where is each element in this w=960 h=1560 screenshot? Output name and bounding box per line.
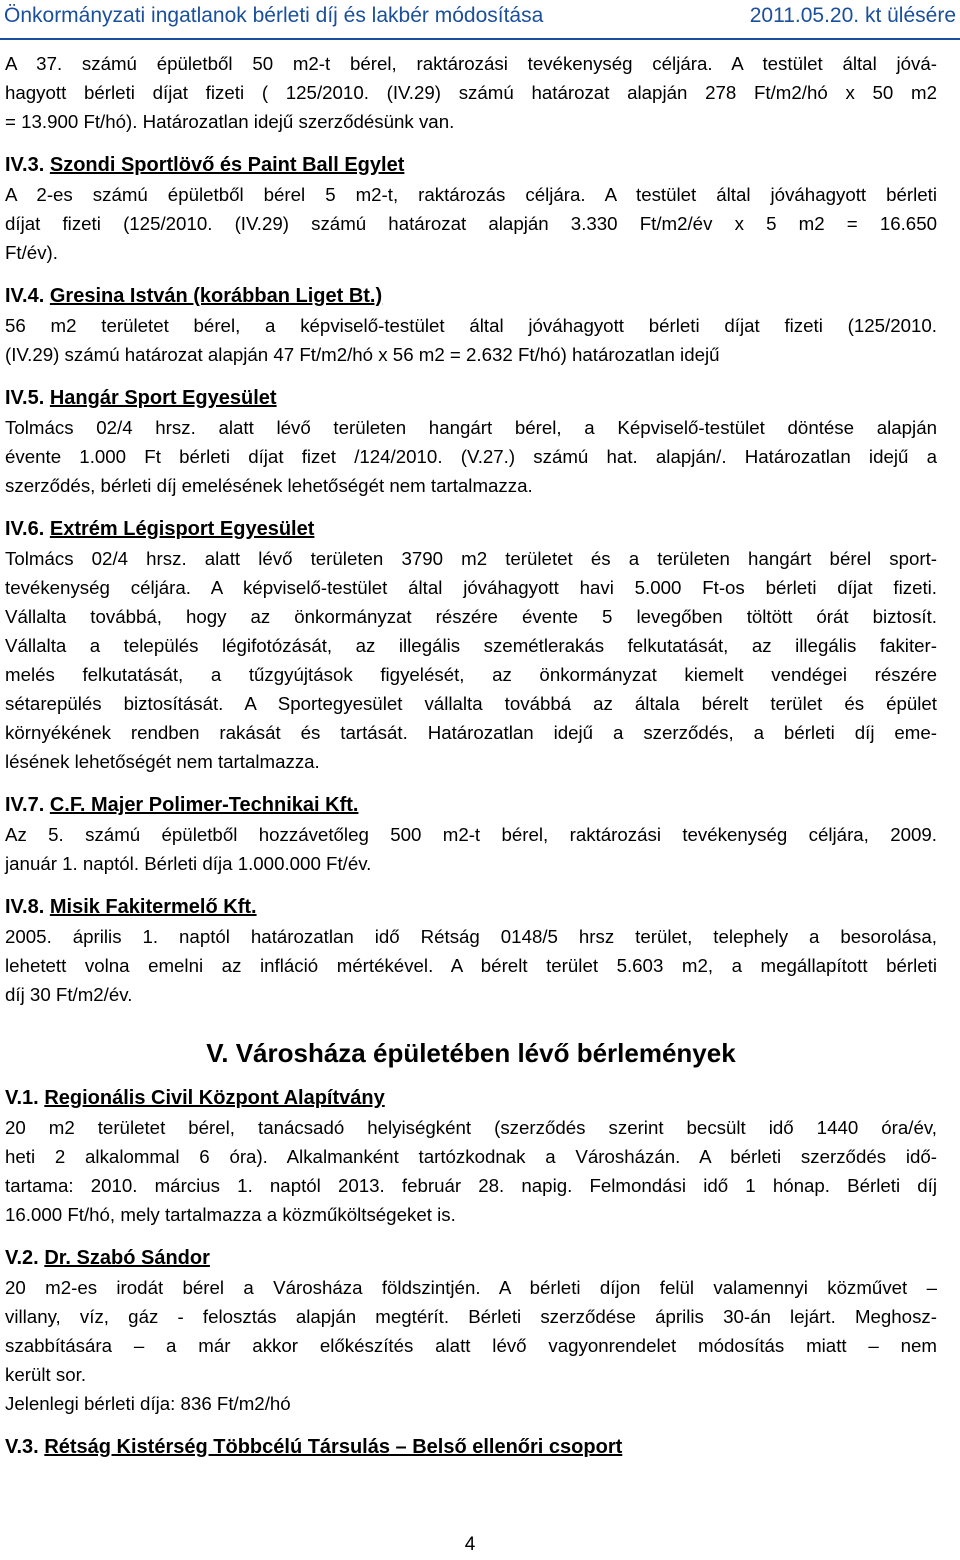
text-line: heti 2 alkalommal 6 óra). Alkalmanként tartózkodnak a Városházán. A bérleti szerződés idő- [5,1146,937,1167]
page-number: 4 [464,1534,476,1555]
section-heading-v1 [5,1083,937,1113]
text-line: szerződés, bérleti díj emelésének lehetőségét nem tartalmazza. [5,475,533,496]
text-line: került sor. [5,1364,87,1385]
text-line: Vállalta a település légifotózását, az illegális szemétlerakás felkutatását, az illegális fakiter- [5,635,937,656]
section-number: IV.8. [5,896,45,918]
text-line: = 13.900 Ft/hó). Határozatlan idejű szerződésünk van. [5,111,455,132]
section-paragraph [5,311,937,369]
section-paragraph [5,1273,937,1418]
section-paragraph [5,180,937,267]
section-number: IV.6. [5,518,45,540]
text-line: lehetett volna emelni az infláció mértékével. A bérelt terület 5.603 m2, a megállapított bérleti [5,955,937,976]
section-heading-v3 [5,1432,937,1462]
text-line: villany, víz, gáz - felosztás alapján megtérít. Bérleti szerződése április 30-án lejárt. Meghosz- [5,1306,937,1327]
section-paragraph [5,922,937,1009]
section-heading-iv7 [5,790,937,820]
text-line: A 37. számú épületből 50 m2-t bérel, raktározási tevékenység céljára. A testület által jóvá- [5,53,937,74]
section-title: Regionális Civil Központ Alapítvány [44,1087,385,1109]
section-heading-v2 [5,1243,937,1273]
text-line: Tolmács 02/4 hrsz. alatt lévő területen hangárt bérel, a Képviselő-testület döntése alapján [5,417,937,438]
text-line: január 1. naptól. Bérleti díja 1.000.000 Ft/év. [5,853,372,874]
section-paragraph [5,413,937,500]
text-line: melés felkutatását, a tűzgyújtások figyelését, az önkormányzat kiemelt vendégei részére [5,664,937,685]
text-line: évente 1.000 Ft bérleti díjat fizet /124/2010. (V.27.) számú hat. alapján/. Határozatlan idejű a [5,446,937,467]
text-line: Tolmács 02/4 hrsz. alatt lévő területen 3790 m2 területet és a területen hangárt bérel sport- [5,548,937,569]
text-line: 20 m2 területet bérel, tanácsadó helyiségként (szerződés szerint becsült idő 1440 óra/év, [5,1117,937,1138]
text-line: 56 m2 területet bérel, a képviselő-testület által jóváhagyott bérleti díjat fizeti (125/2010. [5,315,937,336]
section-paragraph [5,1113,937,1229]
header-title: Önkormányzati ingatlanok bérleti díj és lakbér módosítása [4,4,544,27]
section-number: V.2. [5,1247,39,1269]
section-number: IV.5. [5,387,45,409]
text-line: díj 30 Ft/m2/év. [5,984,133,1005]
intro-paragraph [5,49,937,136]
text-line: (IV.29) számú határozat alapján 47 Ft/m2/hó x 56 m2 = 2.632 Ft/hó) határozatlan idejű [5,344,720,365]
section-title: Szondi Sportlövő és Paint Ball Egylet [49,154,405,176]
text-line: Az 5. számú épületből hozzávetőleg 500 m2-t bérel, raktározási tevékenység céljára, 2009. [5,824,937,845]
section-heading-iv8 [5,892,937,922]
document-body [5,49,937,1462]
section-title: Hangár Sport Egyesület [49,387,277,409]
section-title: C.F. Majer Polimer-Technikai Kft. [49,794,359,816]
text-line: díjat fizeti (125/2010. (IV.29) számú határozat alapján 3.330 Ft/m2/év x 5 m2 = 16.650 [5,213,937,234]
section-heading-iv3 [5,150,937,180]
page-header [0,0,960,40]
section-paragraph [5,820,937,878]
section-number: V.1. [5,1087,39,1109]
section-number: IV.3. [5,154,45,176]
section-title: Dr. Szabó Sándor [44,1247,210,1269]
section-number: V.3. [5,1436,39,1458]
text-line: szabbítására – a már akkor előkészítés alatt lévő vagyonrendelet módosítás miatt – nem [5,1335,937,1356]
section-heading-iv4 [5,281,937,311]
text-line: Ft/év). [5,242,58,263]
text-line: tevékenység céljára. A képviselő-testület által jóváhagyott havi 5.000 Ft-os bérleti díjat fizeti. [5,577,937,598]
header-rule [0,38,960,40]
text-line: lésének lehetőségét nem tartalmazza. [5,751,320,772]
section-number: IV.4. [5,285,45,307]
text-line: Vállalta továbbá, hogy az önkormányzat részére évente 5 levegőben töltött órát biztosít. [5,606,937,627]
text-line: Jelenlegi bérleti díja: 836 Ft/m2/hó [5,1393,291,1414]
text-line: környékének rendben rakását és tartását. Határozatlan idejű a szerződés, a bérleti díj eme- [5,722,937,743]
text-line: 16.000 Ft/hó, mely tartalmazza a közműköltségeket is. [5,1204,456,1225]
chapter-title: V. Városháza épületében lévő bérlemények [206,1038,736,1068]
text-line: 2005. április 1. naptól határozatlan idő Rétság 0148/5 hrsz terület, telephely a besorolása, [5,926,937,947]
section-title: Misik Fakitermelő Kft. [49,896,257,918]
text-line: A 2-es számú épületből bérel 5 m2-t, raktározás céljára. A testület által jóváhagyott bérleti [5,184,937,205]
text-line: tartama: 2010. március 1. naptól 2013. február 28. napig. Felmondási idő 1 hónap. Bérleti díj [5,1175,937,1196]
section-title: Extrém Légisport Egyesület [49,518,315,540]
text-line: 20 m2-es irodát bérel a Városháza földszintjén. A bérleti díjon felül valamennyi közművet – [5,1277,937,1298]
section-paragraph [5,544,937,776]
section-number: IV.7. [5,794,45,816]
text-line: hagyott bérleti díjat fizeti ( 125/2010. (IV.29) számú határozat alapján 278 Ft/m2/hó x 50 m2 [5,82,937,103]
section-title: Gresina István (korábban Liget Bt.) [49,285,383,307]
section-heading-iv5 [5,383,937,413]
text-line: sétarepülés biztosítását. A Sportegyesület vállalta továbbá az általa bérelt terület és épület [5,693,937,714]
section-heading-iv6 [5,514,937,544]
section-title: Rétság Kistérség Többcélú Társulás – Belső ellenőri csoport [44,1436,623,1458]
header-meeting-date: 2011.05.20. kt ülésére [749,4,956,27]
